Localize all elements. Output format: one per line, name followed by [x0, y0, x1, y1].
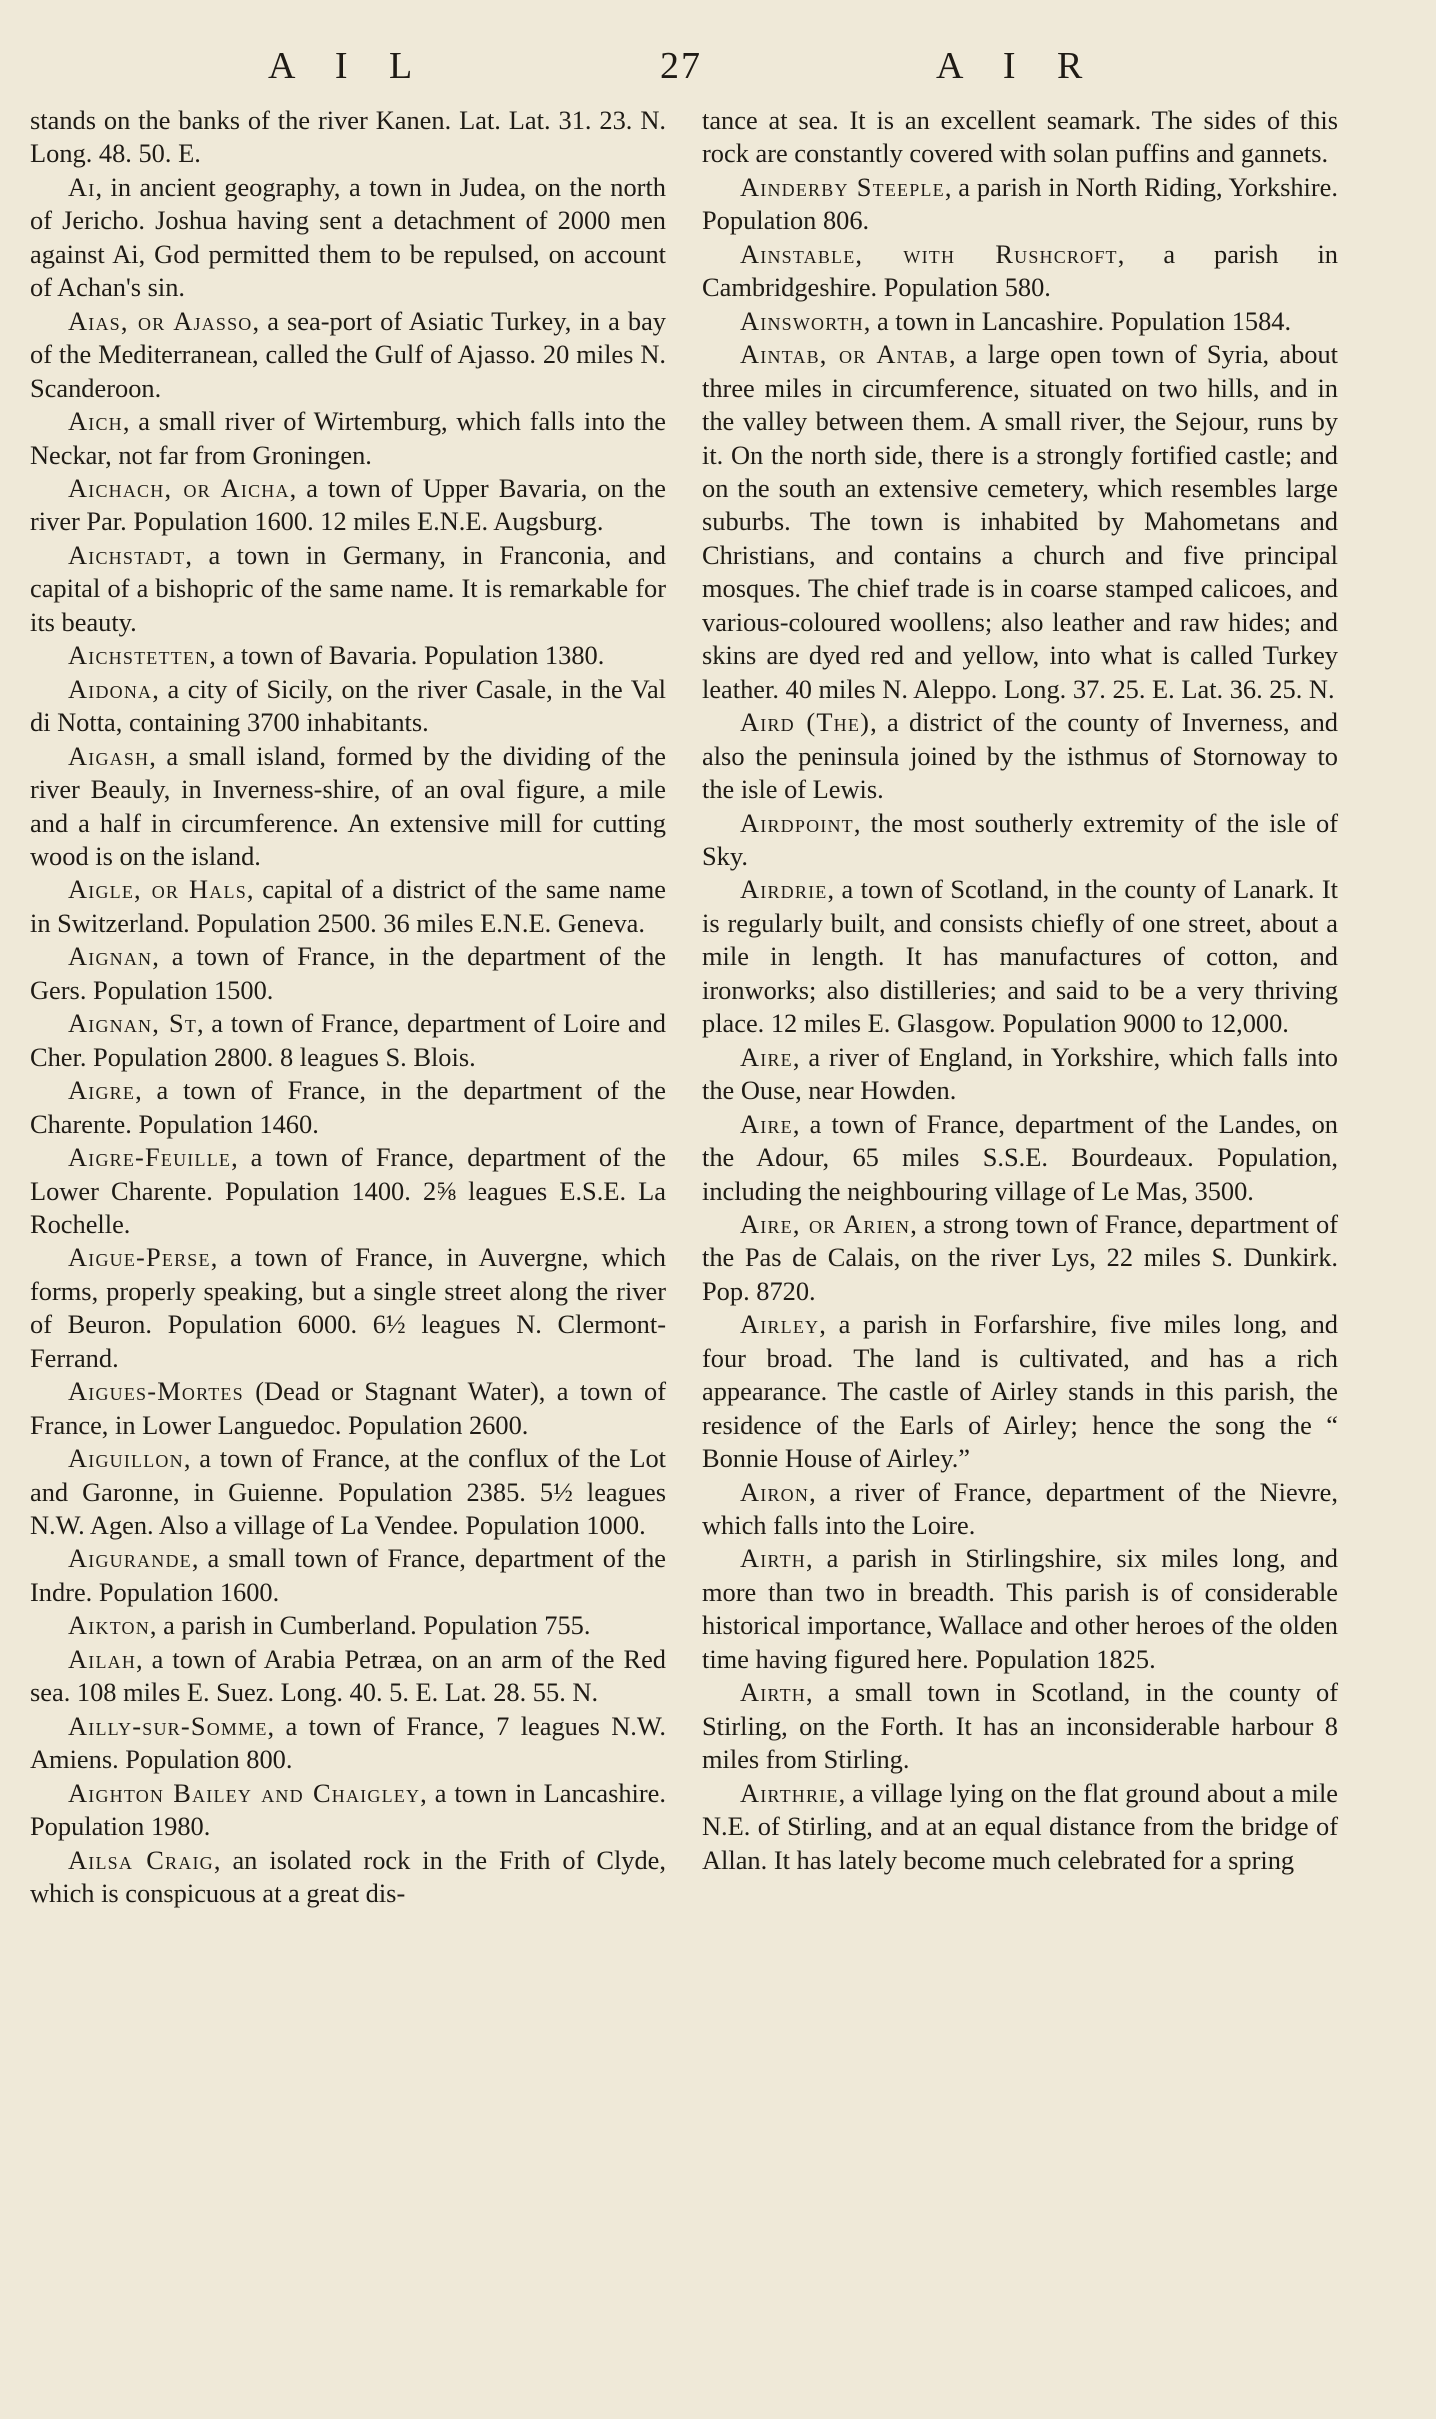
gazetteer-entry — [30, 1074, 666, 1141]
gazetteer-entry — [30, 1844, 666, 1911]
entry-headword: Aire — [740, 1108, 793, 1139]
gazetteer-entry — [30, 472, 666, 539]
entry-text: , a parish in Cumberland. Population 755. — [149, 1610, 591, 1641]
entry-text: , a town of France, in the department of the Gers. Population 1500. — [30, 941, 666, 1005]
entry-headword: Aichstadt — [68, 539, 186, 570]
entry-headword: Airdpoint — [740, 807, 854, 838]
entry-headword: Ainsworth — [740, 305, 864, 336]
entry-headword: Airley — [740, 1309, 820, 1340]
gazetteer-entry — [702, 104, 1338, 171]
entry-headword: Aigash — [68, 740, 150, 771]
gazetteer-entry — [30, 104, 666, 171]
gazetteer-entry — [30, 639, 666, 672]
entry-text: , a town in Lancashire. Population 1980. — [30, 1777, 666, 1842]
entry-headword: Aichach, or Aicha — [68, 472, 290, 503]
entry-headword: Aigle, or Hals — [68, 874, 247, 905]
gazetteer-entry — [30, 1777, 666, 1844]
entry-text: , a small town in Scotland, in the county of Stirling, on the Forth. It has an inconsiderable harbour 8 miles from Stirling. — [702, 1677, 1338, 1775]
entry-text: , a small river of Wirtemburg, which falls into the Neckar, not far from Groningen. — [30, 406, 666, 470]
entry-text: , a town of Bavaria. Population 1380. — [209, 640, 605, 671]
entry-headword: Ailsa Craig — [68, 1844, 214, 1875]
entry-text: , a town of France, department of the Lower Charente. Population 1400. 2⅝ leagues E.S.E. La Rochelle. — [30, 1142, 666, 1239]
entry-text: , the most southerly extremity of the isle of Sky. — [702, 807, 1338, 871]
gazetteer-entry — [30, 873, 666, 940]
entry-text: , a small island, formed by the dividing of the river Beauly, in Inverness-shire, of an oval figure, a mile and a half in circumference. An extensive mill for cutting wood is on the island. — [30, 740, 666, 871]
entry-text: tance at sea. It is an excellent seamark. The sides of this rock are constantly covered with solan puffins and gannets. — [702, 105, 1338, 169]
gazetteer-entry — [30, 1141, 666, 1241]
entry-text: , a parish in Cambridgeshire. Population 580. — [702, 238, 1338, 303]
gazetteer-entry — [702, 171, 1338, 238]
gazetteer-entry — [702, 1676, 1338, 1776]
left-column — [30, 104, 666, 1910]
gazetteer-entry — [30, 1241, 666, 1375]
gazetteer-entry — [702, 1476, 1338, 1543]
entry-headword: Ailly-sur-Somme — [68, 1710, 268, 1741]
entry-text: , a town of France, at the conflux of the Lot and Garonne, in Guienne. Population 2385. 5½ leagues N.W. Agen. Also a village of La Vendee. Population 1000. — [30, 1443, 666, 1541]
entry-headword: Aird (The) — [740, 707, 871, 738]
entry-headword: Aignan — [68, 941, 153, 972]
entry-text: , a town of France, 7 leagues N.W. Amiens. Population 800. — [30, 1710, 666, 1775]
entry-text: , a district of the county of Inverness, and also the peninsula joined by the isthmus of Stornoway to the isle of Lewis. — [702, 707, 1338, 805]
running-header — [0, 44, 1436, 94]
entry-headword: Aich — [68, 406, 123, 437]
entry-text: , a town of Scotland, in the county of Lanark. It is regularly built, and consists chiefly of one street, about a mile in length. It has manufactures of cotton, and ironworks; also distilleries; and said to be a very thriving place. 12 miles E. Glasgow. Population 9000 to 12,000. — [702, 874, 1338, 1039]
gazetteer-entry — [702, 1208, 1338, 1308]
entry-headword: Aigre-Feuille — [68, 1142, 232, 1173]
entry-text: , a sea-port of Asiatic Turkey, in a bay of the Mediterranean, called the Gulf of Ajasso. 20 miles N. Scanderoon. — [30, 305, 666, 403]
entry-text: , a town in Germany, in Franconia, and capital of a bishopric of the same name. It is remarkable for its beauty. — [30, 539, 666, 637]
entry-text: , a town of Arabia Petræa, on an arm of the Red sea. 108 miles E. Suez. Long. 40. 5. E. Lat. 28. 55. N. — [30, 1643, 666, 1708]
entry-headword: Aikton — [68, 1610, 150, 1641]
entry-headword: Aignan, St — [68, 1008, 198, 1039]
entry-text: , a town of France, in Auvergne, which forms, properly speaking, but a single street along the river of Beuron. Population 6000. 6½ leagues N. Clermont-Ferrand. — [30, 1242, 666, 1373]
entry-text: , a river of France, department of the Nievre, which falls into the Loire. — [702, 1476, 1338, 1541]
entry-headword: Aintab, or Antab — [740, 339, 949, 370]
gazetteer-entry — [30, 740, 666, 874]
entry-text: , a parish in Stirlingshire, six miles long, and more than two in breadth. This parish is of considerable historical importance, Wallace and other heroes of the olden time having figured here. Population 1825. — [702, 1543, 1338, 1674]
entry-text: , a town of France, department of Loire and Cher. Population 2800. 8 leagues S. Blois. — [30, 1008, 666, 1072]
gazetteer-entry — [702, 1041, 1338, 1108]
gazetteer-entry — [30, 405, 666, 472]
gazetteer-entry — [30, 305, 666, 405]
entry-text: , a parish in North Riding, Yorkshire. Population 806. — [702, 171, 1338, 236]
entry-text: stands on the banks of the river Kanen. Lat. Lat. 31. 23. N. Long. 48. 50. E. — [30, 105, 666, 169]
entry-headword: Aidona — [68, 673, 153, 704]
gazetteer-entry — [702, 305, 1338, 338]
entry-headword: Aigre — [68, 1075, 136, 1106]
gazetteer-entry — [702, 807, 1338, 874]
gazetteer-entry — [30, 1710, 666, 1777]
gazetteer-entry — [702, 706, 1338, 806]
entry-headword: Aigurande — [68, 1543, 192, 1574]
entry-headword: Ainstable, with Rushcroft — [740, 238, 1118, 269]
entry-text: , capital of a district of the same name in Switzerland. Population 2500. 36 miles E.N.E. Geneva. — [30, 874, 666, 938]
gazetteer-entry — [702, 238, 1338, 305]
entry-headword: Aigues-Mortes — [68, 1376, 244, 1407]
entry-text: , a river of England, in Yorkshire, which falls into the Ouse, near Howden. — [702, 1041, 1338, 1106]
header-left-guide: A I L — [268, 45, 415, 87]
gazetteer-entry — [30, 171, 666, 305]
entry-text: , an isolated rock in the Frith of Clyde, which is conspicuous at a great dis- — [30, 1844, 666, 1909]
entry-headword: Aichstetten — [68, 640, 210, 671]
gazetteer-entry — [30, 1007, 666, 1074]
entry-headword: Ailah — [68, 1643, 137, 1674]
gazetteer-entry — [30, 1609, 666, 1642]
gazetteer-entry — [30, 1643, 666, 1710]
gazetteer-entry — [702, 338, 1338, 706]
entry-text: , a small town of France, department of the Indre. Population 1600. — [30, 1543, 666, 1607]
gazetteer-entry — [30, 1375, 666, 1442]
entry-headword: Aias, or Ajasso — [68, 305, 253, 336]
gazetteer-entry — [702, 1542, 1338, 1676]
entry-text: , in ancient geography, a town in Judea, on the north of Jericho. Joshua having sent a detachment of 2000 men against Ai, God permitted them to be repulsed, on account of Achan's sin. — [30, 171, 666, 303]
entry-headword: Ainderby Steeple — [740, 171, 945, 202]
gazetteer-entry — [702, 1108, 1338, 1208]
gazetteer-entry — [30, 539, 666, 639]
entry-text: , a city of Sicily, on the river Casale, in the Val di Notta, containing 3700 inhabitants. — [30, 673, 666, 738]
page-number: 27 — [660, 45, 702, 87]
entry-headword: Airth — [740, 1543, 806, 1574]
gazetteer-entry — [30, 1442, 666, 1542]
entry-headword: Aigue-Perse — [68, 1242, 211, 1273]
gazetteer-entry — [702, 1777, 1338, 1877]
right-column — [702, 104, 1338, 1877]
entry-headword: Airth — [740, 1677, 806, 1708]
entry-headword: Aire, or Arien — [740, 1208, 911, 1239]
entry-text: (Dead or Stagnant Water), a town of France, in Lower Languedoc. Population 2600. — [30, 1376, 666, 1440]
entry-text: , a town in Lancashire. Population 1584. — [863, 305, 1292, 336]
header-right-guide: A I R — [936, 45, 1085, 87]
entry-headword: Aire — [740, 1041, 793, 1072]
entry-headword: Airthrie — [740, 1777, 839, 1808]
entry-text: , a large open town of Syria, about three miles in circumference, situated on two hills, and in the valley between them. A small river, the Sejour, runs by it. On the north side, there is a strongly fortified castle; and on the south an extensive cemetery, which resembles large suburbs. The town is inhabited by Mahometans and Christians, and contains a church and five principal mosques. The chief trade is in coarse stamped calicoes, and various-coloured woollens; also leather and raw hides; and skins are dyed red and yellow, into what is called Turkey leather. 40 miles N. Aleppo. Long. 37. 25. E. Lat. 36. 25. N. — [702, 339, 1338, 704]
gazetteer-entry — [30, 1542, 666, 1609]
entry-text: , a town of France, in the department of the Charente. Population 1460. — [30, 1075, 666, 1139]
gazetteer-entry — [702, 1308, 1338, 1475]
gazetteer-entry — [30, 940, 666, 1007]
gazetteer-entry — [702, 873, 1338, 1040]
entry-headword: Airon — [740, 1476, 810, 1507]
entry-text: , a village lying on the flat ground about a mile N.E. of Stirling, and at an equal distance from the bridge of Allan. It has lately become much celebrated for a spring — [702, 1777, 1338, 1875]
entry-text: , a town of Upper Bavaria, on the river Par. Population 1600. 12 miles E.N.E. Augsburg. — [30, 472, 667, 537]
entry-text: , a parish in Forfarshire, five miles long, and four broad. The land is cultivated, and has a rich appearance. The castle of Airley stands in this parish, the residence of the Earls of Airley; hence the song the “ Bonnie House of Airley.” — [702, 1309, 1338, 1474]
entry-text: , a strong town of France, department of the Pas de Calais, on the river Lys, 22 miles S. Dunkirk. Pop. 8720. — [702, 1208, 1338, 1306]
entry-headword: Aiguillon — [68, 1443, 184, 1474]
entry-headword: Aighton Bailey and Chaigley — [68, 1777, 421, 1808]
gazetteer-entry — [30, 673, 666, 740]
entry-headword: Airdrie — [740, 874, 828, 905]
entry-text: , a town of France, department of the Landes, on the Adour, 65 miles S.S.E. Bourdeaux. Population, including the neighbouring village of Le Mas, 3500. — [702, 1108, 1338, 1206]
entry-headword: Ai — [68, 171, 96, 202]
